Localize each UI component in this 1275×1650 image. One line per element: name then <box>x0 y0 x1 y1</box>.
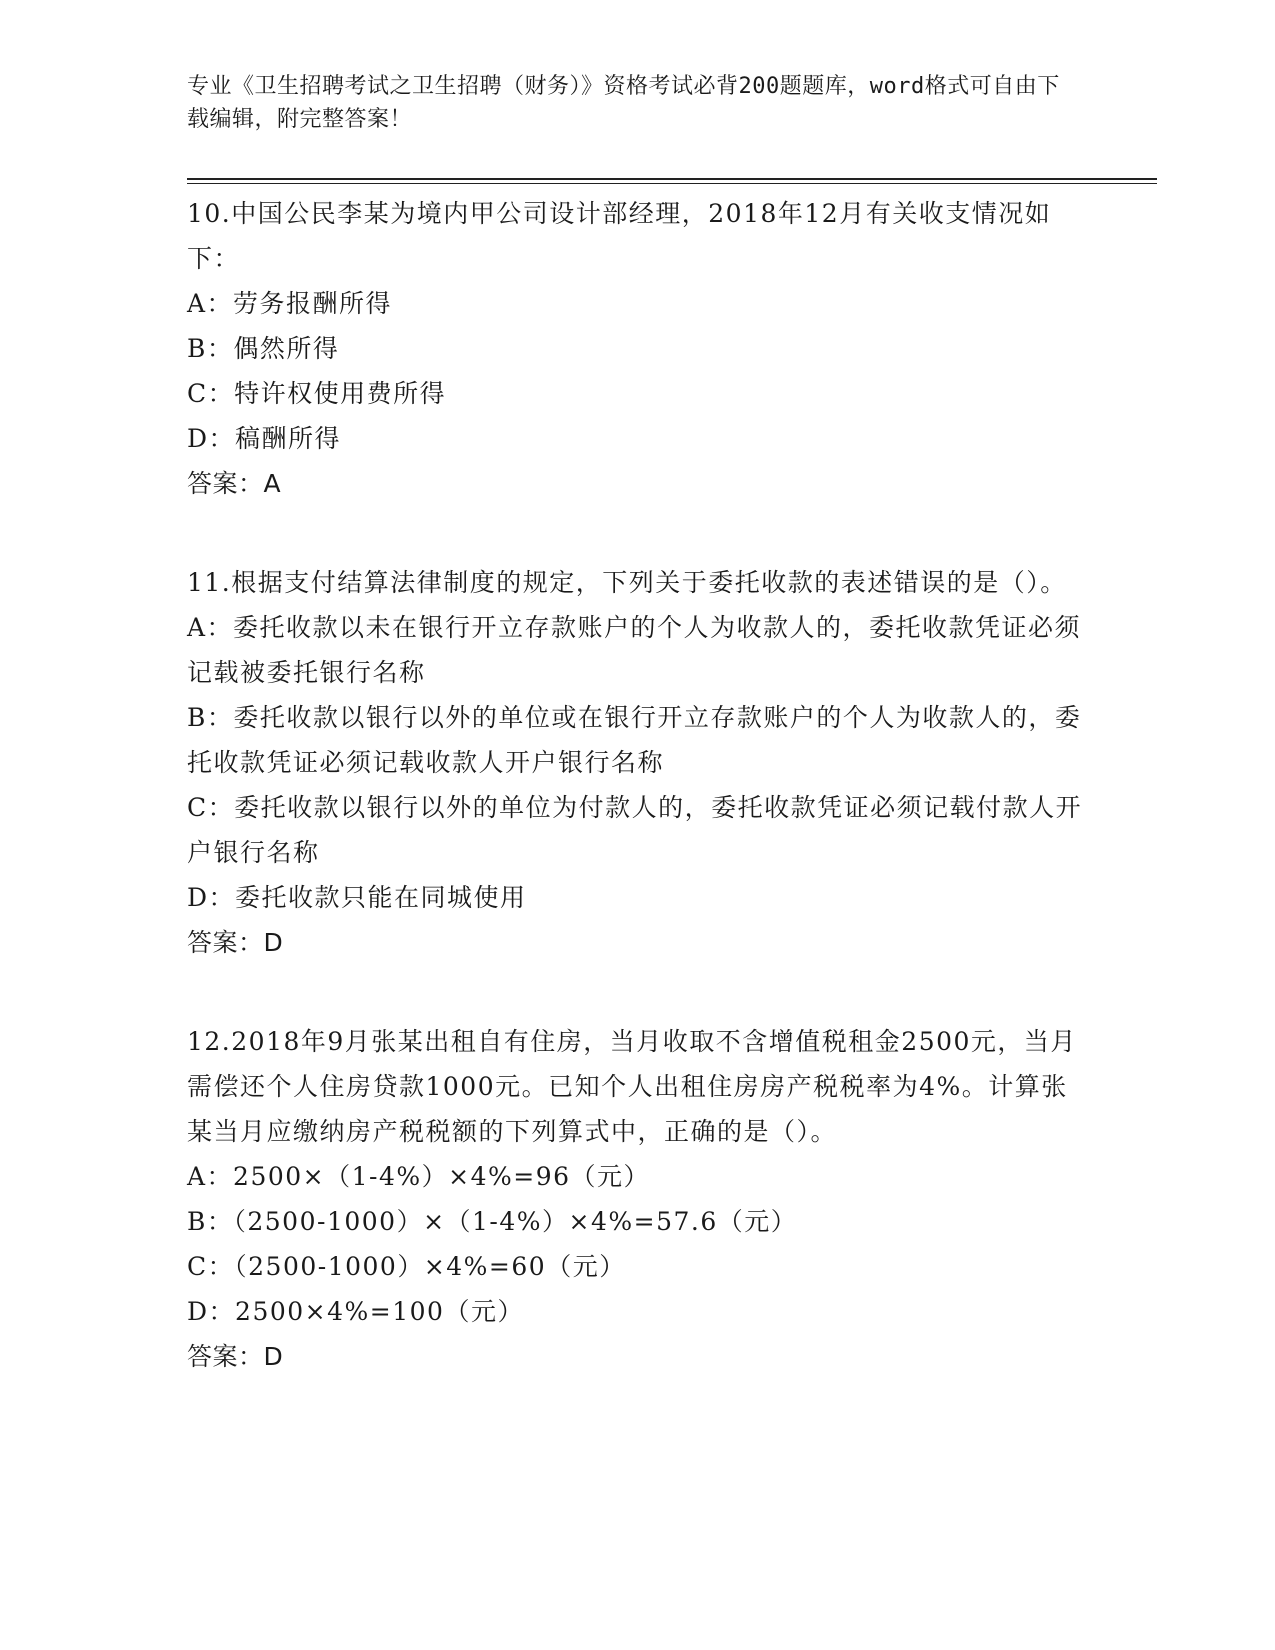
answer-line: 答案：D <box>187 1342 284 1371</box>
question-10 <box>187 191 1087 506</box>
header-divider <box>187 178 1157 184</box>
option-b: B：偶然所得 <box>187 334 340 363</box>
option-a: A：2500×（1-4%）×4%=96（元） <box>187 1162 651 1191</box>
question-stem: 12.2018年9月张某出租自有住房，当月收取不含增值税租金2500元，当月需偿还个人住房贷款1000元。已知个人出租住房房产税税率为4%。计算张某当月应缴纳房产税税额的下列算式中，正确的是（）。 <box>187 1027 1077 1146</box>
option-c: C：特许权使用费所得 <box>187 379 447 408</box>
option-d: D：2500×4%=100（元） <box>187 1297 524 1326</box>
question-12 <box>187 1019 1087 1379</box>
option-b: B：委托收款以银行以外的单位或在银行开立存款账户的个人为收款人的，委托收款凭证必须记载收款人开户银行名称 <box>187 703 1082 777</box>
option-a: A：委托收款以未在银行开立存款账户的个人为收款人的，委托收款凭证必须记载被委托银行名称 <box>187 613 1082 687</box>
answer-line: 答案：D <box>187 928 284 957</box>
question-list <box>187 191 1087 1433</box>
document-header: 专业《卫生招聘考试之卫生招聘（财务）》资格考试必背200题题库，word格式可自由下载编辑，附完整答案！ <box>187 74 1060 132</box>
question-stem: 11.根据支付结算法律制度的规定，下列关于委托收款的表述错误的是（）。 <box>187 568 1067 597</box>
answer-line: 答案：A <box>187 469 282 498</box>
question-11 <box>187 560 1087 965</box>
option-b: B：（2500-1000）×（1-4%）×4%=57.6（元） <box>187 1207 798 1236</box>
question-stem: 10.中国公民李某为境内甲公司设计部经理，2018年12月有关收支情况如下： <box>187 199 1052 273</box>
option-a: A：劳务报酬所得 <box>187 289 393 318</box>
option-c: C：（2500-1000）×4%=60（元） <box>187 1252 626 1281</box>
option-d: D：委托收款只能在同城使用 <box>187 883 527 912</box>
option-c: C：委托收款以银行以外的单位为付款人的，委托收款凭证必须记载付款人开户银行名称 <box>187 793 1083 867</box>
option-d: D：稿酬所得 <box>187 424 342 453</box>
